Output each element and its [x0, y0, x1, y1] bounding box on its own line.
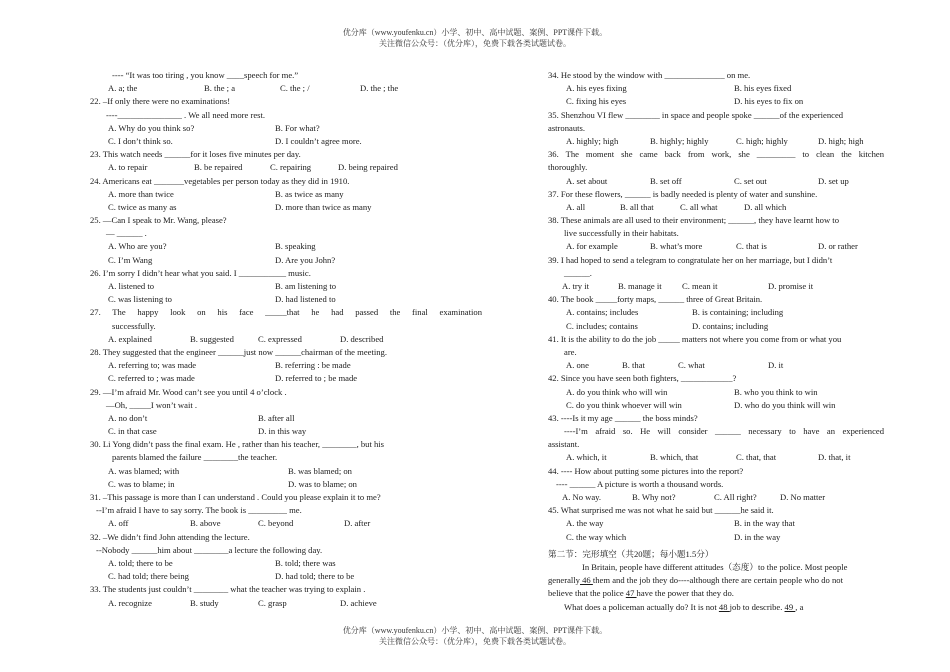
option-c: C. twice as many as	[108, 201, 177, 212]
option-c: C. All right?	[714, 492, 757, 502]
option-c: C. I don’t think so.	[108, 135, 173, 146]
blank-46: 46	[579, 575, 593, 586]
options-row	[90, 333, 482, 346]
question-stem-2: ----_______________ . We all need more rest.	[106, 109, 266, 120]
option-c: C. expressed	[258, 333, 302, 344]
option-a: A. listened to	[108, 281, 155, 291]
options-row	[90, 240, 482, 253]
option-d: D. was to blame; on	[288, 478, 357, 489]
option-d: D. described	[340, 333, 384, 344]
question-stem: ---- “It was too tiring , you know ____speech for me.”	[112, 70, 299, 80]
option-d: D. that, it	[818, 452, 851, 463]
question-stem: 32. –We didn’t find John attending the lecture.	[90, 531, 250, 542]
page-footer	[0, 625, 950, 647]
options-row	[90, 557, 482, 570]
option-b: B. his eyes fixed	[734, 83, 792, 94]
options-row	[548, 201, 884, 214]
option-d: D. being repaired	[338, 162, 398, 173]
question-stem-2: are.	[564, 346, 577, 357]
option-c: C. includes; contains	[566, 320, 638, 331]
option-d: D. referred to ; be made	[275, 373, 358, 384]
question-stem: 25. —Can I speak to Mr. Wang, please?	[90, 215, 227, 226]
option-b: B. in the way that	[734, 518, 795, 529]
option-a: A. contains; includes	[566, 307, 639, 318]
options-row	[90, 122, 482, 135]
question-42	[548, 372, 884, 412]
option-a: A. Why do you think so?	[108, 122, 195, 133]
option-c: C. referred to ; was made	[108, 373, 195, 384]
passage-line: generally 46 them and the job they do----although there are certain people who do not	[548, 575, 843, 586]
question-29	[90, 386, 482, 439]
question-44	[548, 465, 884, 505]
options-row	[548, 359, 884, 372]
options-row	[90, 412, 482, 425]
options-row	[548, 306, 884, 319]
question-31	[90, 491, 482, 531]
options-row	[90, 359, 482, 372]
option-a: A. all	[566, 201, 586, 212]
options-row	[548, 280, 884, 293]
question-32	[90, 531, 482, 584]
question-27	[90, 306, 482, 346]
option-b: B. manage it	[618, 281, 662, 291]
question-stem: 24. Americans eat _______vegetables per person today as they did in 1910.	[90, 175, 350, 186]
question-stem: 39. I had hoped to send a telegram to congratulate her on her marriage, but I didn’t	[548, 254, 833, 265]
passage-line: What does a policeman actually do? It is not 48 job to describe. 49 , a	[564, 601, 804, 612]
option-b: B. told; there was	[275, 557, 336, 568]
question-33	[90, 583, 482, 609]
question-stem: 33. The students just couldn’t ________ what the teacher was trying to explain .	[90, 584, 366, 595]
option-d: D. the ; the	[360, 83, 399, 94]
options-row	[90, 597, 482, 610]
option-b: B. referring : be made	[275, 360, 351, 371]
option-a: A. try it	[562, 281, 589, 291]
option-b: B. suggested	[190, 333, 234, 344]
question-stem: 23. This watch needs ______for it loses five minutes per day.	[90, 149, 301, 160]
options-row	[90, 465, 482, 478]
options-row	[90, 161, 482, 174]
option-d: D. set up	[818, 175, 849, 186]
option-d: D. high; high	[818, 135, 864, 146]
option-b: B. set off	[650, 175, 682, 186]
option-b: B. as twice as many	[275, 188, 344, 199]
question-24	[90, 175, 482, 215]
options-row	[548, 135, 884, 148]
option-b: B. speaking	[275, 241, 316, 252]
header-line-1: 优分库（www.youfenku.cn）小学、初中、高中试题、案例、PPT课件下载。	[342, 28, 608, 37]
option-d: D. No matter	[780, 492, 826, 502]
question-stem: 22. –If only there were no examinations!	[90, 96, 231, 107]
option-b: B. who you think to win	[734, 386, 818, 397]
question-stem-2: ----I’m afraid so. He will consider ______ necessary to have an experienced	[564, 426, 884, 437]
option-c: C. fixing his eyes	[566, 96, 627, 107]
option-b: B. For what?	[275, 122, 320, 133]
option-a: A. which, it	[566, 452, 607, 463]
options-row	[548, 531, 884, 544]
footer-line-2: 关注微信公众号：（优分库），免费下载各类试题试卷。	[379, 637, 571, 646]
option-d: D. his eyes to fix on	[734, 96, 804, 107]
options-row	[548, 95, 884, 108]
question-stem: 37. For these flowers, ______ is badly needed is plenty of water and sunshine.	[548, 188, 818, 199]
options-row	[90, 254, 482, 267]
option-c: C. was to blame; in	[108, 478, 175, 489]
question-41	[548, 333, 884, 373]
question-45	[548, 504, 884, 544]
option-d: D. in this way	[258, 426, 307, 437]
question-30	[90, 438, 482, 491]
options-row	[548, 82, 884, 95]
option-b: B. be repaired	[194, 162, 243, 173]
option-a: A. set about	[566, 175, 608, 186]
options-row	[548, 399, 884, 412]
option-c: C. repairing	[270, 162, 312, 173]
option-c: C. high; highly	[736, 135, 788, 146]
option-d: D. in the way	[734, 531, 781, 542]
header-line-2: 关注微信公众号：（优分库），免费下载各类试题试卷。	[379, 39, 571, 48]
option-a: A. a; the	[108, 83, 138, 94]
option-d: D. achieve	[340, 597, 377, 608]
option-b: B. what’s more	[650, 241, 703, 252]
option-c: C. mean it	[682, 281, 718, 291]
options-row	[90, 135, 482, 148]
options-row	[90, 478, 482, 491]
question-stem-2: astronauts.	[548, 122, 585, 133]
blank-48: 48	[718, 601, 730, 612]
question-43	[548, 412, 884, 465]
option-a: A. his eyes fixing	[566, 83, 627, 94]
options-row	[548, 175, 884, 188]
option-a: A. was blamed; with	[108, 465, 180, 476]
question-stem: 31. –This passage is more than I can understand . Could you please explain it to me?	[90, 492, 381, 502]
question-stem-2: successfully.	[112, 320, 156, 331]
question-stem-2: —Oh, _____I won’t wait .	[106, 399, 198, 410]
option-b: B. am listening to	[275, 281, 337, 291]
option-b: B. study	[190, 597, 219, 608]
question-stem: 30. Li Yong didn’t pass the final exam. He , rather than his teacher, ________, but his	[90, 439, 385, 450]
question-38	[548, 214, 884, 254]
question-stem: 38. These animals are all used to their environment; ______, they have learnt how to	[548, 215, 839, 226]
option-d: D. or rather	[818, 241, 858, 252]
option-d: D. Are you John?	[275, 254, 336, 265]
question-23	[90, 148, 482, 174]
question-stem-3: assistant.	[548, 439, 580, 450]
options-row	[548, 491, 884, 504]
question-22	[90, 95, 482, 148]
options-row	[548, 386, 884, 399]
question-40	[548, 293, 884, 333]
option-a: A. do you think who will win	[566, 386, 668, 397]
options-row	[90, 372, 482, 385]
question-stem: 29. —I’m afraid Mr. Wood can’t see you until 4 o’clock .	[90, 386, 287, 397]
option-c: C. beyond	[258, 518, 294, 529]
option-a: A. explained	[108, 333, 152, 344]
passage-line: believe that the police 47 have the power that they do.	[548, 588, 734, 599]
question-26	[90, 267, 482, 307]
option-a: A. referring to; was made	[108, 360, 197, 371]
question-stem: 44. ---- How about putting some pictures into the report?	[548, 465, 744, 476]
option-d: D. I couldn’t agree more.	[275, 135, 362, 146]
option-c: C. set out	[734, 175, 767, 186]
cloze-passage	[548, 561, 884, 614]
question-stem-2: parents blamed the failure ________the teacher.	[112, 452, 278, 463]
option-b: B. above	[190, 518, 221, 529]
options-row	[90, 82, 482, 95]
option-b: B. Why not?	[632, 492, 676, 502]
option-d: D. contains; including	[692, 320, 769, 331]
option-a: A. Who are you?	[108, 241, 167, 252]
question-stem: 36. The moment she came back from work, she _________ to clean the kitchen	[548, 149, 884, 160]
question-35	[548, 109, 884, 149]
question-21	[90, 69, 482, 95]
question-stem: 43. ----Is it my age ______ the boss minds?	[548, 412, 698, 423]
blank-47: 47	[625, 588, 637, 599]
option-c: C. all what	[680, 201, 718, 212]
option-a: A. recognize	[108, 597, 152, 608]
option-a: A. for example	[566, 241, 618, 252]
question-stem: 40. The book _____forty maps, ______ three of Great Britain.	[548, 294, 763, 305]
passage-line: In Britain, people have different attitudes（态度）to the police. Most people	[582, 561, 848, 572]
option-c: C. was listening to	[108, 294, 172, 305]
question-34	[548, 69, 884, 109]
question-stem-2: thoroughly.	[548, 162, 588, 173]
options-row	[90, 188, 482, 201]
option-a: A. more than twice	[108, 188, 174, 199]
option-b: B. was blamed; on	[288, 465, 352, 476]
question-stem: 27. The happy look on his face _____that he had passed the final examination	[90, 307, 482, 318]
options-row	[548, 517, 884, 530]
option-d: D. had listened to	[275, 294, 336, 305]
option-d: D. had told; there to be	[275, 571, 355, 582]
question-36	[548, 148, 884, 188]
question-stem: 45. What surprised me was not what he said but ______he said it.	[548, 505, 774, 516]
question-stem: 41. It is the ability to do the job _____ matters not where you come from or what you	[548, 333, 842, 344]
question-stem-2: --I’m afraid I have to say sorry. The book is _________ me.	[96, 505, 302, 516]
option-b: B. after all	[258, 412, 295, 423]
options-row	[90, 201, 482, 214]
option-a: A. one	[566, 360, 589, 371]
question-stem: 28. They suggested that the engineer ______just now ______chairman of the meeting.	[90, 346, 387, 357]
option-a: A. the way	[566, 518, 604, 529]
footer-line-1: 优分库（www.youfenku.cn）小学、初中、高中试题、案例、PPT课件下载。	[342, 626, 608, 635]
option-d: D. it	[768, 360, 784, 371]
option-d: D. after	[344, 518, 371, 529]
option-c: C. that is	[736, 241, 767, 252]
option-b: B. the ; a	[204, 83, 236, 94]
question-stem-2: live successfully in their habitats.	[564, 228, 679, 239]
right-column	[548, 69, 884, 614]
option-c: C. do you think whoever will win	[566, 399, 682, 410]
option-b: B. highly; highly	[650, 135, 709, 146]
question-stem: 42. Since you have seen both fighters, ____________?	[548, 373, 737, 384]
question-stem-2: --Nobody ______him about ________a lecture the following day.	[96, 544, 323, 555]
question-stem-2: ______.	[564, 267, 592, 278]
option-a: A. no don’t	[108, 412, 148, 423]
option-c: C. I’m Wang	[108, 254, 153, 265]
option-c: C. what	[678, 360, 705, 371]
question-28	[90, 346, 482, 386]
option-b: B. which, that	[650, 452, 699, 463]
option-c: C. in that case	[108, 426, 157, 437]
option-c: C. grasp	[258, 597, 287, 608]
options-row	[548, 451, 884, 464]
option-c: C. the way which	[566, 531, 627, 542]
options-row	[90, 570, 482, 583]
question-stem: 26. I’m sorry I didn’t hear what you said. I ___________ music.	[90, 267, 311, 278]
question-stem: 35. Shenzhou VI flew ________ in space and people spoke ______of the experienced	[548, 109, 844, 120]
options-row	[90, 293, 482, 306]
question-39	[548, 254, 884, 294]
left-column	[90, 69, 482, 610]
option-a: A. to repair	[108, 162, 148, 173]
option-b: B. that	[622, 360, 645, 371]
option-a: A. No way.	[562, 492, 602, 502]
option-c: C. had told; there being	[108, 571, 189, 582]
option-a: A. highly; high	[566, 135, 619, 146]
option-b: B. all that	[620, 201, 654, 212]
options-row	[90, 517, 482, 530]
blank-49: 49	[784, 601, 796, 612]
question-stem-2: ---- ______ A picture is worth a thousand words.	[556, 478, 724, 489]
option-c: C. the ; /	[280, 83, 310, 94]
options-row	[548, 320, 884, 333]
option-d: D. more than twice as many	[275, 201, 372, 212]
page-header	[0, 27, 950, 49]
options-row	[90, 280, 482, 293]
options-row	[90, 425, 482, 438]
option-d: D. all which	[744, 201, 787, 212]
question-25	[90, 214, 482, 267]
option-d: D. who do you think will win	[734, 399, 836, 410]
option-a: A. off	[108, 518, 129, 529]
option-d: D. promise it	[768, 281, 814, 291]
option-b: B. is containing; including	[692, 307, 784, 318]
question-37	[548, 188, 884, 214]
option-a: A. told; there to be	[108, 557, 173, 568]
question-stem: 34. He stood by the window with ______________ on me.	[548, 70, 751, 80]
option-c: C. that, that	[736, 452, 777, 463]
options-row	[548, 240, 884, 253]
section-heading: 第二节：完形填空（共20题；每小题1.5分）	[548, 548, 714, 559]
question-stem-2: — ______ .	[106, 228, 147, 239]
